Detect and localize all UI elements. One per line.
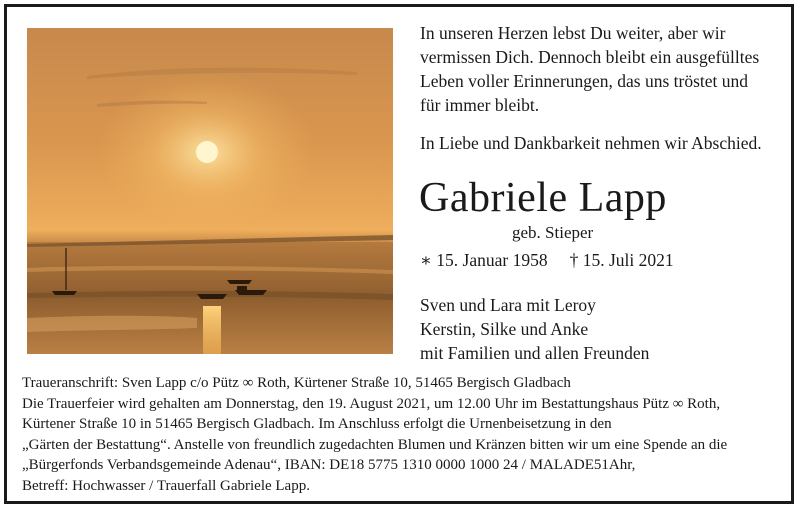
life-dates bbox=[420, 248, 674, 272]
footer-line: Kürtener Straße 10 in 51465 Bergisch Gladbach. Im Anschluss erfolgt die Urnenbeisetzung in den bbox=[22, 416, 612, 432]
footer-line: „Bürgerfonds Verbandsgemeinde Adenau“, IBAN: DE18 5775 1310 0000 1000 24 / MALADE51Ahr, bbox=[22, 457, 636, 473]
mourner-line: Kerstin, Silke und Anke bbox=[420, 319, 589, 339]
sun-icon bbox=[196, 141, 218, 163]
maiden-name: geb. Stieper bbox=[512, 223, 594, 242]
farewell-line: In Liebe und Dankbarkeit nehmen wir Abschied. bbox=[420, 133, 762, 153]
mourner-line: mit Familien und allen Freunden bbox=[420, 343, 650, 363]
obituary-notice bbox=[4, 4, 794, 504]
footer-line: „Gärten der Bestattung“. Anstelle von freundlich zugedachten Blumen und Kränzen bitten wir um eine Spende an die bbox=[22, 436, 728, 453]
footer-line: Betreff: Hochwasser / Trauerfall Gabriele Lapp. bbox=[22, 477, 310, 494]
funeral-details bbox=[22, 373, 787, 496]
sunset-sea-image bbox=[27, 28, 393, 354]
deceased-name: Gabriele Lapp bbox=[419, 175, 667, 221]
verse-text bbox=[420, 21, 780, 117]
mourner-line: Sven und Lara mit Leroy bbox=[420, 295, 596, 315]
verse-line: In unseren Herzen lebst Du weiter, aber wir bbox=[420, 23, 726, 43]
birth-date: ∗ 15. Januar 1958 bbox=[420, 250, 548, 270]
verse-line: Leben voller Erinnerungen, das uns tröstet und bbox=[420, 71, 749, 91]
footer-line: Traueranschrift: Sven Lapp c/o Pütz ∞ Roth, Kürtener Straße 10, 51465 Bergisch Gladbach bbox=[22, 375, 571, 391]
footer-line: Die Trauerfeier wird gehalten am Donnerstag, den 19. August 2021, um 12.00 Uhr im Bestattungshaus Pütz ∞ Roth, bbox=[22, 395, 721, 412]
verse-line: für immer bleibt. bbox=[420, 95, 540, 115]
sunset-sea-photo bbox=[27, 28, 393, 354]
mourners-list bbox=[420, 293, 649, 365]
death-date: † 15. Juli 2021 bbox=[569, 250, 674, 270]
verse-line: vermissen Dich. Dennoch bleibt ein ausgefülltes bbox=[420, 47, 760, 67]
